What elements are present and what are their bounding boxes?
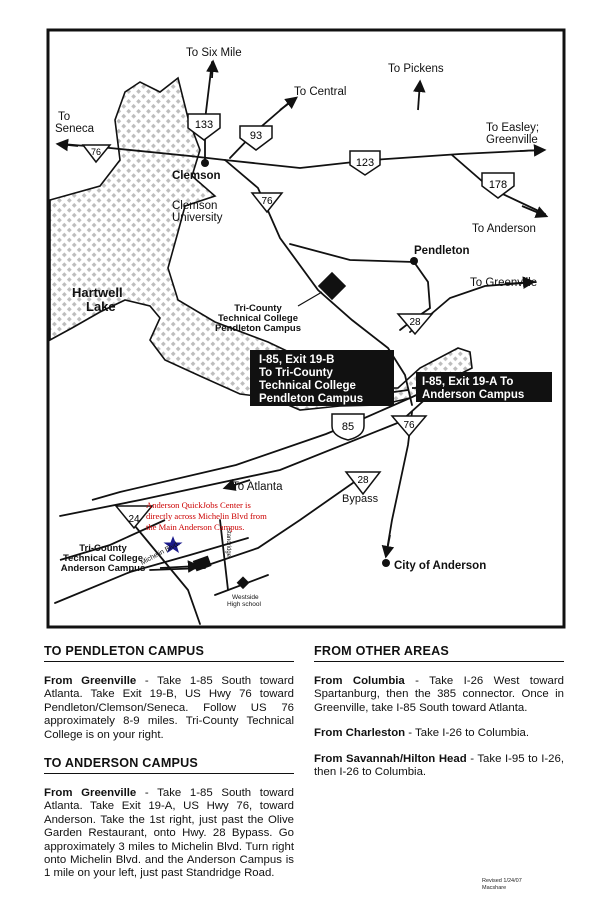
revision-note <box>482 878 522 891</box>
label-central: To Central <box>294 86 347 98</box>
label-clemson-univ-2: University <box>172 212 223 224</box>
anderson-from: From Greenville <box>44 787 137 800</box>
anderson-section-title: TO ANDERSON CAMPUS <box>44 756 294 774</box>
callout-exit-19a-1: I-85, Exit 19-A To <box>422 376 514 388</box>
label-michelin-blvd: Michelin Blvd. <box>139 540 182 567</box>
charleston-from: From Charleston <box>314 727 406 740</box>
shield-123-label: 123 <box>355 157 375 169</box>
arrow-six-mile <box>212 62 213 78</box>
savannah-directions <box>314 753 564 780</box>
label-pendleton-campus-2: Technical College <box>217 313 299 324</box>
label-seneca-1: To <box>58 111 71 123</box>
label-westside-2: High school <box>227 601 261 608</box>
columbia-directions <box>314 675 564 715</box>
callout-exit-19a-2: Anderson Campus <box>422 389 525 401</box>
anderson-directions <box>44 787 294 881</box>
callout-exit-19b-3: Technical College <box>259 380 356 392</box>
label-anderson-campus-2: Technical College <box>62 553 144 564</box>
arrow-easley <box>520 150 544 151</box>
shield-133-label: 133 <box>194 119 214 131</box>
city-of-anderson-dot <box>382 559 390 567</box>
pendleton-text: - Take 1-85 South toward Atlanta. Take Exit 19-B, US Hwy 76 toward Pendleton/Clemson/Seneca. Follow US 76 approximately 8-9 miles. Tri-County Technical College is on your right. <box>44 675 294 741</box>
clemson-dot <box>201 159 209 167</box>
label-to-anderson: To Anderson <box>472 223 536 235</box>
label-westside-1: Westside <box>232 594 259 601</box>
label-standridge: Standridge <box>225 528 231 558</box>
label-to-greenville: To Greenville <box>470 277 538 289</box>
charleston-directions <box>314 727 564 740</box>
revised-author: Macshare <box>482 884 507 891</box>
label-anderson-campus-1: Tri-County <box>79 543 127 554</box>
shield-24-label: 24 <box>128 514 140 525</box>
anderson-text: - Take 1-85 South toward Atlanta. Take Exit 19-A, US Hwy 76, toward Anderson. Take the 1st right, just past the Olive Garden Restaurant, onto Hwy. 28 Bypass. Go approximately 3 miles to Michelin Blvd. Turn right onto Michelin Blvd. and the Anderson Campus is 1 mile on your left, just past Standridge Road. <box>44 787 294 880</box>
pendleton-directions <box>44 675 294 742</box>
label-pendleton: Pendleton <box>414 245 470 257</box>
charleston-text: - Take I-26 to Columbia. <box>405 727 530 740</box>
callout-exit-19b-4: Pendleton Campus <box>259 393 364 405</box>
label-pendleton-campus-3: Pendleton Campus <box>214 323 302 334</box>
right-directions-column <box>314 644 564 791</box>
quickjobs-note-3: the Main Anderson Campus. <box>146 522 245 532</box>
quickjobs-note-1: Anderson QuickJobs Center is <box>146 500 251 510</box>
label-seneca-2: Seneca <box>55 123 95 135</box>
label-city-of-anderson: City of Anderson <box>394 560 487 572</box>
shield-28-north-label: 28 <box>409 317 421 328</box>
pendleton-dot <box>410 257 418 265</box>
label-easley-2: Greenville <box>486 134 538 146</box>
label-easley-1: To Easley; <box>486 122 540 134</box>
label-lake-2: Lake <box>86 299 116 314</box>
left-directions-column <box>44 644 294 893</box>
shield-76-west-label: 76 <box>90 147 102 157</box>
label-lake-1: Hartwell <box>72 285 123 300</box>
columbia-text: - Take I-26 West toward Spartanburg, then the 385 connector. Once in Greenville, take I-85 South toward Atlanta. <box>314 675 564 714</box>
columbia-from: From Columbia <box>314 675 405 687</box>
savannah-from: From Savannah/Hilton Head <box>314 752 467 765</box>
shield-28-bypass-label: 28 <box>357 475 369 486</box>
label-bypass: Bypass <box>342 493 379 505</box>
label-to-atlanta: To Atlanta <box>232 481 283 493</box>
label-pendleton-campus-1: Tri-County <box>234 303 282 314</box>
callout-exit-19a <box>416 372 552 402</box>
callout-exit-19b <box>250 350 394 406</box>
pendleton-from: From Greenville <box>44 675 137 687</box>
shield-i85-label: 85 <box>341 421 355 433</box>
revised-date: Revised 1/24/07 <box>482 878 522 884</box>
label-anderson-campus-3: Anderson Campus <box>60 563 146 574</box>
label-pickens: To Pickens <box>388 63 444 75</box>
pendleton-section-title: TO PENDLETON CAMPUS <box>44 644 294 662</box>
shield-76-south-label: 76 <box>403 420 415 431</box>
callout-exit-19b-2: To Tri-County <box>259 367 333 379</box>
label-clemson: Clemson <box>172 170 221 182</box>
other-section-title: FROM OTHER AREAS <box>314 644 564 662</box>
savannah-text: - Take I-95 to I-26, then I-26 to Columbia. <box>314 752 564 779</box>
shield-76-center-label: 76 <box>261 196 273 207</box>
label-clemson-univ-1: Clemson <box>172 200 218 212</box>
shield-93-label: 93 <box>249 130 263 142</box>
quickjobs-note-2: directly across Michelin Blvd from <box>146 511 267 521</box>
shield-178-label: 178 <box>488 179 508 191</box>
callout-exit-19b-1: I-85, Exit 19-B <box>259 354 335 366</box>
label-six-mile: To Six Mile <box>186 47 242 59</box>
